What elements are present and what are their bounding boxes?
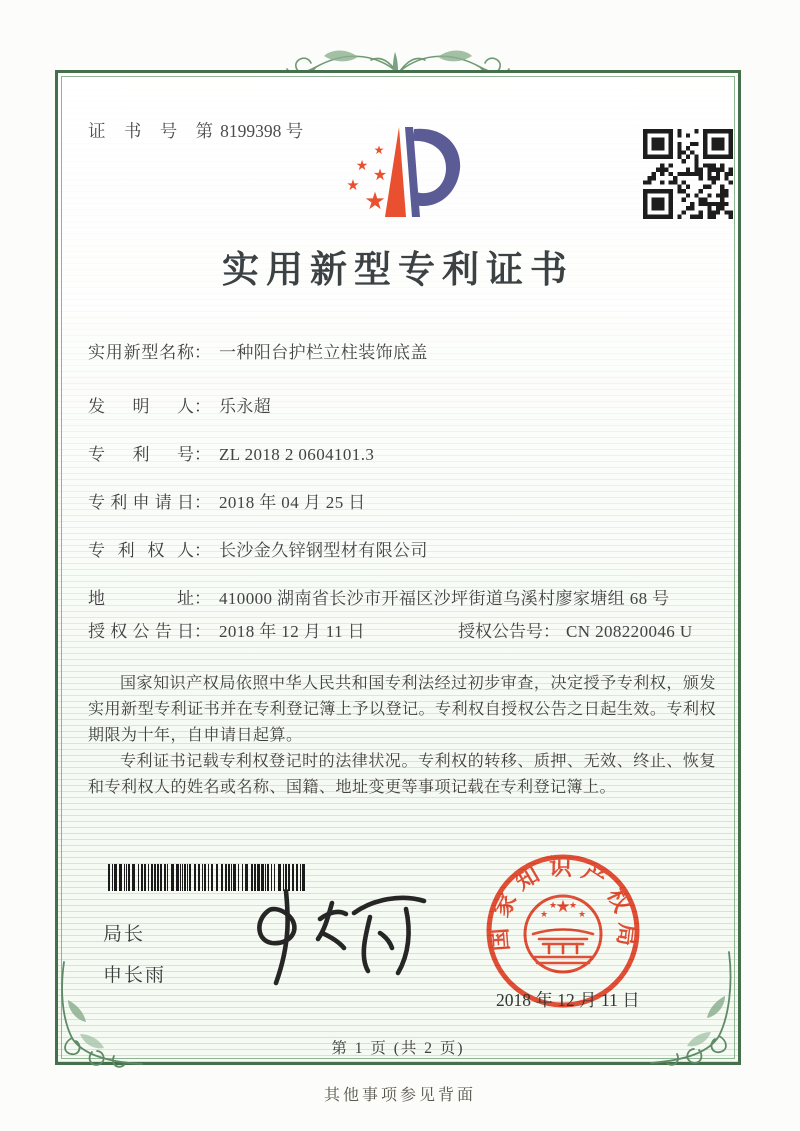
svg-text:★: ★ bbox=[373, 143, 385, 157]
legal-text bbox=[88, 671, 716, 801]
svg-text:★: ★ bbox=[372, 165, 388, 184]
cert-no-suffix: 号 bbox=[285, 121, 304, 141]
page-number: 第 1 页 (共 2 页) bbox=[331, 1040, 465, 1057]
cert-no-value: 8199398 bbox=[220, 121, 282, 141]
svg-text:★: ★ bbox=[539, 910, 549, 920]
field-value: ZL 2018 2 0604101.3 bbox=[219, 445, 375, 464]
colon: ： bbox=[194, 397, 211, 416]
seal-arc-text: 国家知识产权局 bbox=[486, 854, 641, 956]
official-seal bbox=[473, 846, 653, 1026]
field-value: 2018 年 04 月 25 日 bbox=[219, 493, 366, 512]
field-value: 410000 湖南省长沙市开福区沙坪街道乌溪村廖家塘组 68 号 bbox=[219, 589, 670, 608]
handwritten-signature-icon bbox=[208, 881, 443, 991]
field-list bbox=[88, 341, 712, 668]
logo-red-wedge bbox=[385, 127, 406, 217]
field-label: 授权公告号 bbox=[458, 622, 543, 641]
svg-text:★: ★ bbox=[568, 901, 578, 911]
field-row-patent-number bbox=[88, 443, 712, 466]
field-label: 专利号 bbox=[88, 445, 194, 464]
svg-text:★: ★ bbox=[355, 158, 369, 174]
svg-text:★: ★ bbox=[346, 176, 360, 194]
logo-p-bowl bbox=[413, 129, 460, 206]
colon: ： bbox=[194, 541, 211, 560]
field-value: 乐永超 bbox=[219, 397, 272, 416]
field-label: 实用新型名称 bbox=[88, 343, 194, 362]
legal-paragraph-2: 专利证书记载专利权登记时的法律状况。专利权的转移、质押、无效、终止、恢复和专利权人的姓名或名称、国籍、地址变更等事项记载在专利登记簿上。 bbox=[88, 753, 716, 796]
colon: ： bbox=[543, 622, 560, 641]
field-row-inventor bbox=[88, 395, 712, 418]
field-row-utility-model-name bbox=[88, 341, 712, 364]
svg-text:★: ★ bbox=[555, 897, 571, 917]
field-label: 地址 bbox=[88, 589, 194, 608]
field-label: 专利权人 bbox=[88, 541, 194, 560]
field-label: 专利申请日 bbox=[88, 493, 194, 512]
svg-text:★: ★ bbox=[364, 187, 386, 215]
field-row-patentee bbox=[88, 539, 712, 562]
logo-stars bbox=[346, 143, 387, 215]
field-value: 2018 年 12 月 11 日 bbox=[219, 622, 366, 641]
field-row-filing-date bbox=[88, 491, 712, 514]
colon: ： bbox=[194, 493, 211, 512]
field-value: 一种阳台护栏立柱装饰底盖 bbox=[219, 343, 428, 362]
field-label: 发明人 bbox=[88, 397, 194, 416]
cnipa-patent-logo-icon bbox=[335, 107, 481, 237]
svg-text:★: ★ bbox=[548, 901, 558, 911]
certificate-number bbox=[88, 118, 303, 143]
certificate-title: 实用新型专利证书 bbox=[222, 250, 574, 291]
colon: ： bbox=[194, 445, 211, 464]
field-value: CN 208220046 U bbox=[566, 622, 693, 641]
signatory-title: 局长 bbox=[103, 924, 146, 945]
bottom-right-corner-flourish bbox=[645, 950, 735, 1068]
colon: ： bbox=[194, 343, 211, 362]
field-value: 长沙金久锌钢型材有限公司 bbox=[219, 541, 428, 560]
cert-no-prefix: 证 书 号 第 bbox=[88, 121, 221, 141]
bottom-left-corner-flourish bbox=[58, 960, 148, 1068]
qr-code-icon bbox=[643, 129, 733, 219]
colon: ： bbox=[194, 589, 211, 608]
field-row-address bbox=[88, 587, 712, 610]
field-grant-publication-number bbox=[458, 620, 693, 643]
seal-date: 2018 年 12 月 11 日 bbox=[496, 990, 640, 1010]
svg-text:★: ★ bbox=[577, 910, 587, 920]
colon: ： bbox=[194, 622, 211, 641]
certificate-sheet bbox=[55, 70, 741, 1065]
legal-paragraph-1: 国家知识产权局依照中华人民共和国专利法经过初步审查，决定授予专利权，颁发实用新型专利证书并在专利登记簿上予以登记。专利权自授权公告之日起生效。专利权期限为十年，自申请日起算。 bbox=[88, 675, 716, 744]
field-row-grant-date bbox=[88, 620, 712, 643]
field-label: 授权公告日 bbox=[88, 622, 194, 641]
back-side-note: 其他事项参见背面 bbox=[323, 1087, 476, 1104]
seal-national-emblem bbox=[525, 896, 601, 972]
signatory-name: 申长雨 bbox=[103, 965, 167, 986]
